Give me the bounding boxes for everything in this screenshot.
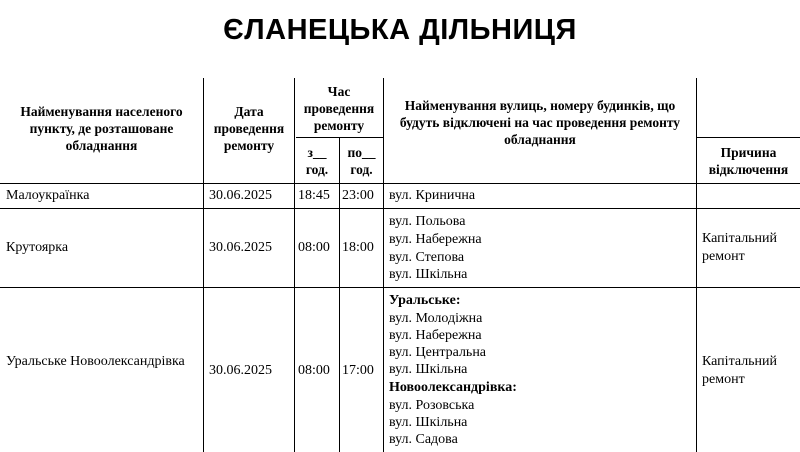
street-item: вул. Молодіжна (389, 311, 483, 326)
street-item: вул. Центральна (389, 345, 487, 360)
header-from: з__ год. (305, 145, 329, 177)
settlement-cell: Уральське Новоолександрівка (6, 354, 185, 369)
time-to-cell: 23:00 (342, 188, 374, 203)
settlement-cell: Крутоярка (6, 240, 69, 255)
date-cell: 30.06.2025 (209, 188, 272, 203)
group-name: Уральське: (389, 293, 461, 308)
street-item: вул. Набережна (389, 328, 482, 343)
street-item: вул. Набережна (389, 232, 482, 247)
group-name: Новоолександрівка: (389, 380, 517, 395)
street-item: вул. Шкільна (389, 415, 468, 430)
time-from-cell: 18:45 (298, 188, 330, 203)
street-item: вул. Шкільна (389, 362, 468, 377)
reason-cell: Капітальний ремонт (702, 231, 778, 264)
street-item: вул. Степова (389, 250, 465, 265)
header-to: по__ год. (347, 145, 376, 177)
date-cell: 30.06.2025 (209, 240, 272, 255)
settlement-cell: Малоукраїнка (6, 188, 90, 203)
header-settlement: Найменування населеного пункту, де розташоване обладнання (20, 103, 183, 153)
time-to-cell: 18:00 (342, 240, 374, 255)
time-from-cell: 08:00 (298, 240, 330, 255)
street-item: вул. Шкільна (389, 267, 468, 282)
street-item: вул. Польова (389, 214, 466, 229)
page-title: ЄЛАНЕЦЬКА ДІЛЬНИЦЯ (223, 14, 577, 46)
time-from-cell: 08:00 (298, 363, 330, 378)
street-item: вул. Садова (389, 432, 458, 447)
header-streets: Найменування вулиць, номеру будинків, що будуть відключені на час проведення ремонту обладнання (399, 97, 681, 147)
time-to-cell: 17:00 (342, 363, 374, 378)
date-cell: 30.06.2025 (209, 363, 272, 378)
header-time: Час проведення ремонту (303, 83, 375, 133)
header-reason: Причина відключення (708, 145, 789, 177)
street-item: вул. Кринична (389, 188, 476, 203)
street-item: вул. Розовська (389, 398, 475, 413)
header-date: Дата проведення ремонту (213, 103, 285, 153)
reason-cell: Капітальний ремонт (702, 354, 778, 387)
